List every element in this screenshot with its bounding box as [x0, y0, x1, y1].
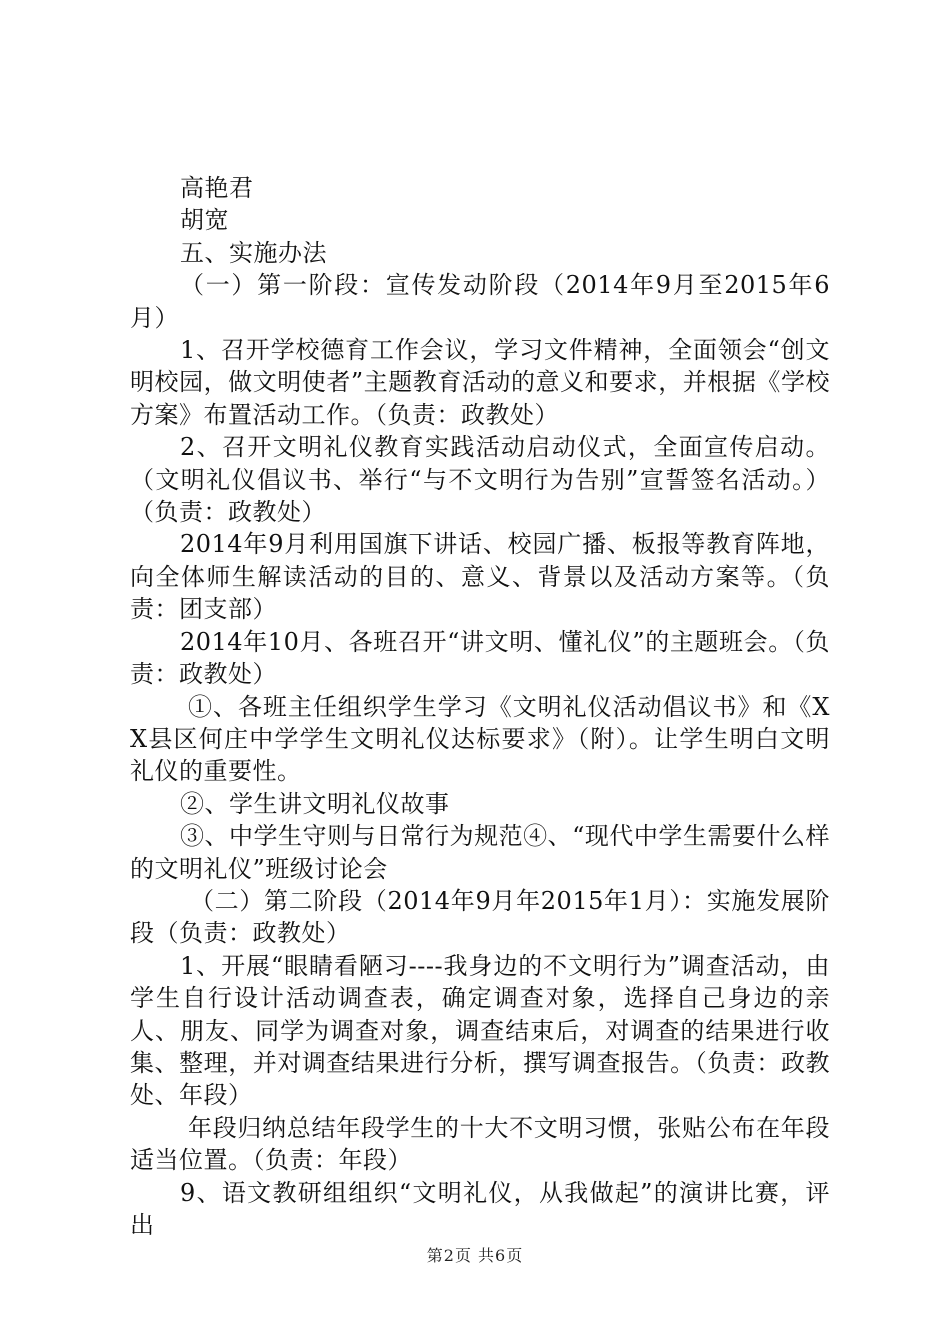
paragraph-name-hu-kuan: 胡宽 [180, 206, 229, 235]
paragraph-grade-summary: 年段归纳总结年段学生的十大不文明习惯，张贴公布在年段适当位置。（负责：年段） [130, 1113, 830, 1175]
page-footer: 第2页 共6页 [426, 1246, 524, 1265]
section-heading-implementation: 五、实施办法 [180, 238, 327, 267]
paragraph-item-2: 2、召开文明礼仪教育实践活动启动仪式，全面宣传启动。（文明礼仪倡议书、举行“与不文明行为告别”宣誓签名活动。）（负责：政教处） [130, 433, 830, 527]
paragraph-circle-3: ③、中学生守则与日常行为规范④、“现代中学生需要什么样的文明礼仪”班级讨论会 [130, 822, 830, 883]
paragraph-survey-activity: 1、开展“眼睛看陋习----我身边的不文明行为”调查活动，由学生自行设计活动调查表，确定调查对象，选择自己身边的亲人、朋友、同学为调查对象，调查结束后，对调查的结果进行收集、整理，并对调查结果进行分析，撰写调查报告。（负责：政教处、年段） [130, 951, 830, 1110]
paragraph-item-9: 9、语文教研组组织“文明礼仪，从我做起”的演讲比赛，评出 [130, 1178, 830, 1239]
body-text [130, 172, 830, 1241]
stage-two-heading: （二）第二阶段（2014年9月年2015年1月）：实施发展阶段（负责：政教处） [130, 886, 830, 948]
paragraph-name-gao-yanjun: 高艳君 [180, 174, 254, 202]
paragraph-sept-2014: 2014年9月利用国旗下讲话、校园广播、板报等教育阵地，向全体师生解读活动的目的、意义、背景以及活动方案等。（负责：团支部） [130, 530, 830, 624]
paragraph-circle-2: ②、学生讲文明礼仪故事 [180, 789, 450, 818]
paragraph-item-1: 1、召开学校德育工作会议，学习文件精神，全面领会“创文明校园，做文明使者”主题教育活动的意义和要求，并根据《学校方案》布置活动工作。（负责：政教处） [130, 336, 830, 429]
paragraph-oct-2014: 2014年10月、各班召开“讲文明、懂礼仪”的主题班会。（负责：政教处） [130, 627, 830, 689]
paragraph-circle-1: ①、各班主任组织学生学习《文明礼仪活动倡议书》和《XX县区何庄中学学生文明礼仪达标要求》（附）。让学生明白文明礼仪的重要性。 [130, 692, 830, 786]
stage-one-heading: （一）第一阶段：宣传发动阶段（2014年9月至2015年6月） [130, 271, 830, 332]
